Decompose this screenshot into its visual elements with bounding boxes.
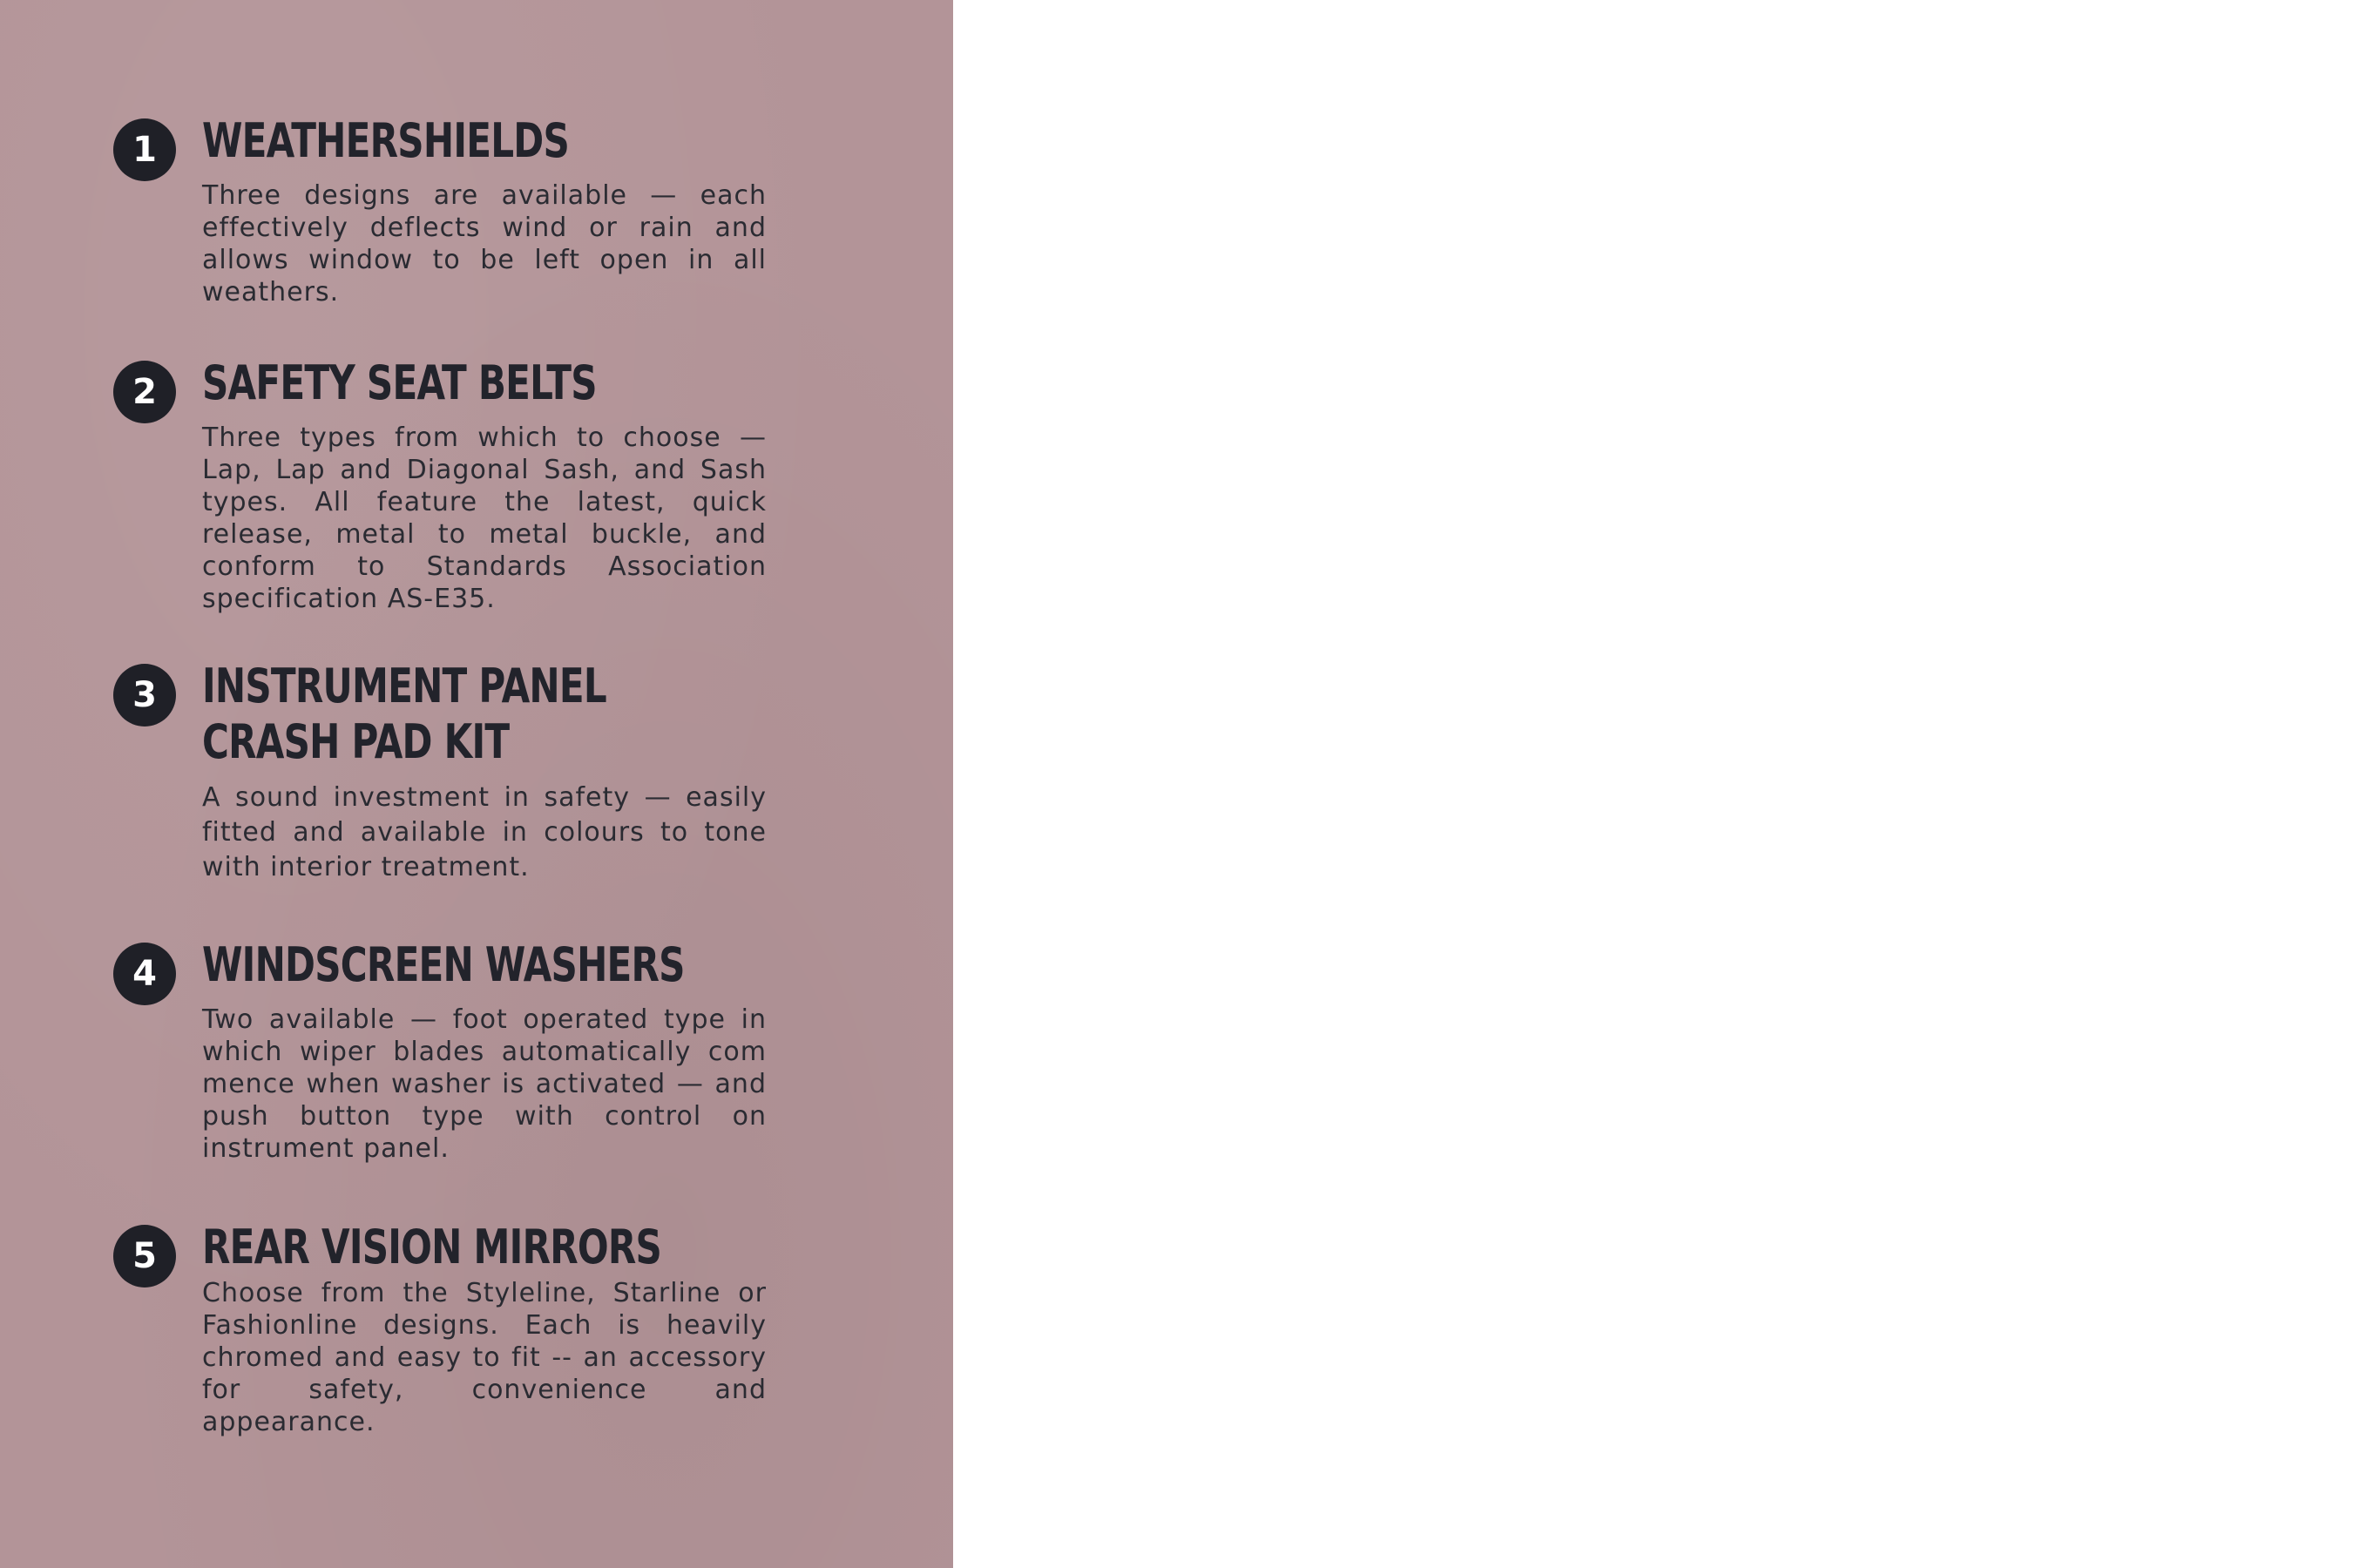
number-badge-5: 5 [113,1225,176,1288]
item-heading: WEATHERSHIELDS [202,113,570,168]
item-heading: INSTRUMENT PANEL [202,659,606,713]
number-badge-2: 2 [113,361,176,423]
item-description: Three types from which to choose — Lap, Lap and Diagonal Sash, and Sash types. All feature the latest, quick release, metal to metal buckle, and conform to Standards Association specification AS-E35. [202,422,767,614]
item-heading-line-2: CRASH PAD KIT [202,714,510,769]
number-badge-1: 1 [113,118,176,181]
item-heading: REAR VISION MIRRORS [202,1220,662,1274]
item-description: Three designs are available — each effectively deflects wind or rain and allows window to be left open in all weathers. [202,180,767,308]
number-badge-4: 4 [113,943,176,1005]
item-description: A sound investment in safety — easily fitted and available in colours to tone with interior treatment. [202,782,767,882]
accessory-item-instrument-panel-crash-pad-kit [113,659,775,889]
accessory-item-rear-vision-mirrors [113,1220,775,1437]
accessory-item-weathershields [113,113,775,317]
brochure-page [0,0,953,1568]
accessory-item-windscreen-washers [113,937,775,1176]
item-description: Two available — foot operated type in which wiper blades automatically com mence when washer is activated — and push button type with control on instrument panel. [202,1004,767,1164]
number-badge-3: 3 [113,664,176,727]
item-heading: WINDSCREEN WASHERS [202,937,685,992]
item-heading: SAFETY SEAT BELTS [202,355,597,410]
item-description: Choose from the Styleline, Starline or Fashionline designs. Each is heavily chromed and easy to fit -- an accessory for safety, convenience and appearance. [202,1278,767,1437]
accessory-item-safety-seat-belts [113,355,775,620]
